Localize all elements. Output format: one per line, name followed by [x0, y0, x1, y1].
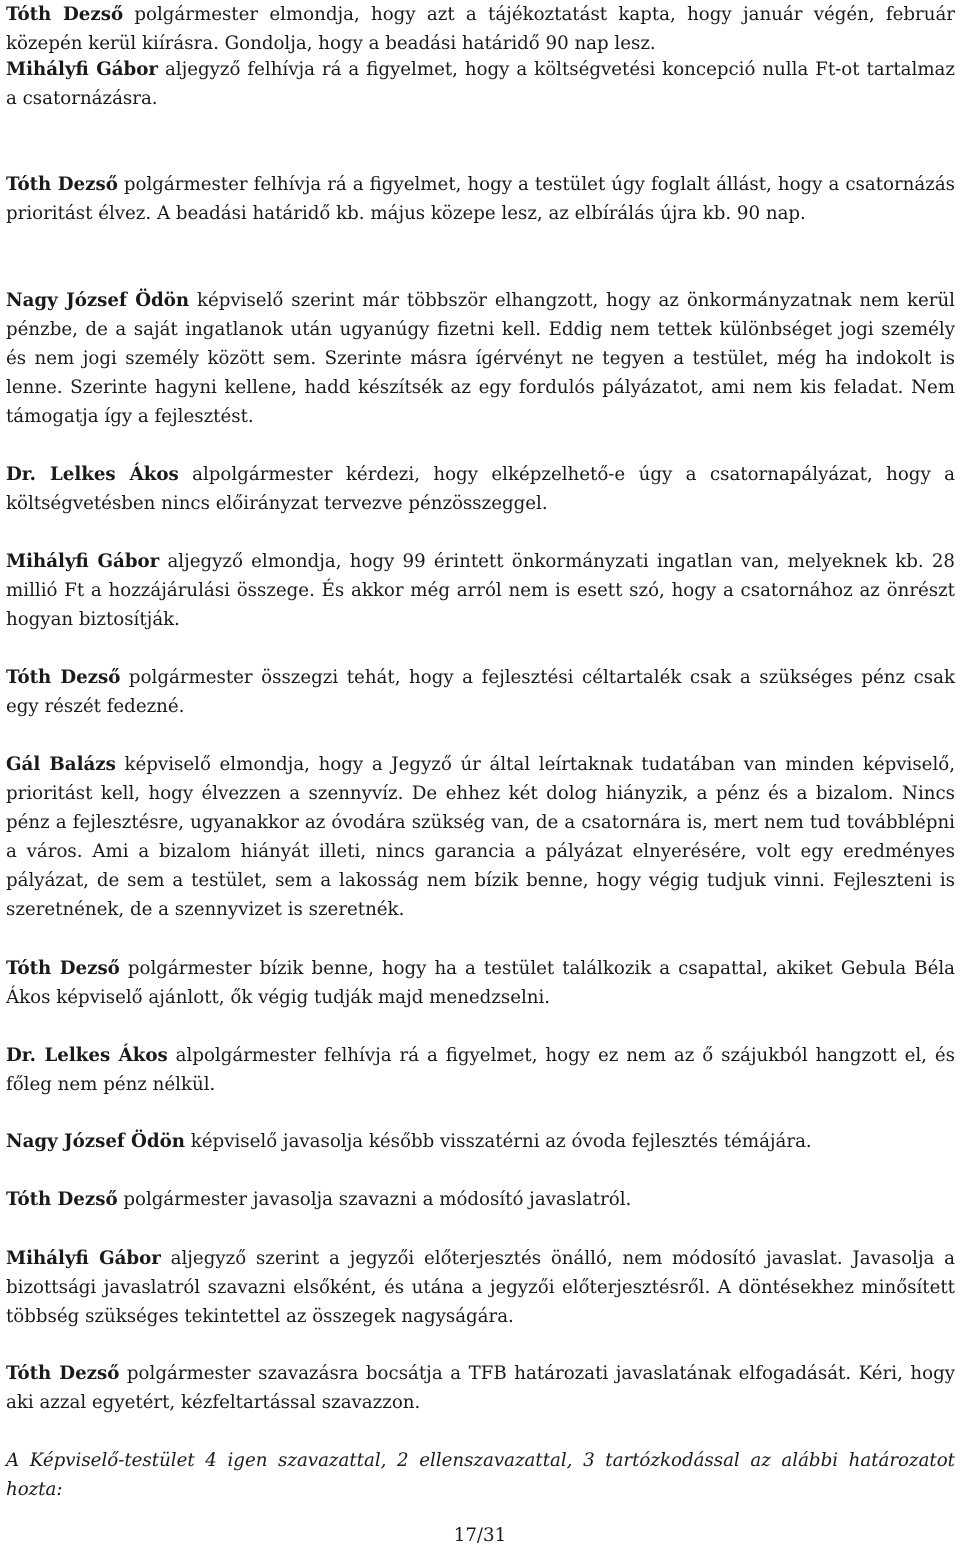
paragraph-5 — [6, 460, 955, 518]
speaker-name: Mihályfi Gábor — [6, 59, 158, 80]
speaker-name: Tóth Dezső — [6, 958, 120, 979]
paragraph-9 — [6, 954, 955, 1012]
paragraph-10 — [6, 1041, 955, 1099]
paragraph-text: polgármester szavazásra bocsátja a TFB határozati javaslatának elfogadását. Kéri, hogy aki azzal egyetért, kézfeltartással szavazzon. — [6, 1363, 955, 1413]
speaker-name: Mihályfi Gábor — [6, 551, 160, 572]
paragraph-7 — [6, 663, 955, 721]
paragraph-text: aljegyző elmondja, hogy 99 érintett önkormányzati ingatlan van, melyeknek kb. 28 millió Ft a hozzájárulási összege. És akkor még arról nem is esett szó, hogy a csatornához az önrészt hogyan biztosítják. — [6, 551, 955, 630]
paragraph-text: aljegyző szerint a jegyzői előterjesztés önálló, nem módosító javaslat. Javasolja a bizottsági javaslatról szavazni elsőként, és utána a jegyzői előterjesztésről. A döntésekhez minősített többség szükséges tekintettel az összegek nagyságára. — [6, 1248, 955, 1327]
paragraph-text: polgármester elmondja, hogy azt a tájékoztatást kapta, hogy január végén, február közepén kerül kiírásra. Gondolja, hogy a beadási határidő 90 nap lesz. — [6, 4, 955, 54]
paragraph-2 — [6, 55, 955, 113]
paragraph-text: alpolgármester felhívja rá a figyelmet, hogy ez nem az ő szájukból hangzott el, és főleg nem pénz nélkül. — [6, 1045, 955, 1095]
resolution-statement: A Képviselő-testület 4 igen szavazattal, 2 ellenszavazattal, 3 tartózkodással az alábbi határozatot hozta: — [6, 1450, 955, 1500]
paragraph-1 — [6, 0, 955, 58]
speaker-name: Tóth Dezső — [6, 174, 118, 195]
speaker-name: Tóth Dezső — [6, 4, 124, 25]
speaker-name: Dr. Lelkes Ákos — [6, 464, 179, 485]
paragraph-text: polgármester felhívja rá a figyelmet, hogy a testület úgy foglalt állást, hogy a csatornázás prioritást élvez. A beadási határidő kb. május közepe lesz, az elbírálás újra kb. 90 nap. — [6, 174, 955, 224]
paragraph-3 — [6, 170, 955, 228]
paragraph-13 — [6, 1244, 955, 1331]
speaker-name: Nagy József Ödön — [6, 290, 190, 311]
paragraph-text: képviselő javasolja később visszatérni az óvoda fejlesztés témájára. — [184, 1131, 812, 1152]
paragraph-12 — [6, 1185, 955, 1214]
paragraph-6 — [6, 547, 955, 634]
paragraph-text: polgármester bízik benne, hogy ha a testület találkozik a csapattal, akiket Gebula Béla Ákos képviselő ajánlott, ők végig tudják majd menedzselni. — [6, 958, 955, 1008]
paragraph-text: képviselő szerint már többször elhangzott, hogy az önkormányzatnak nem kerül pénzbe, de a saját ingatlanok után ugyanúgy fizetni kell. Eddig nem tettek különbséget jogi személy és nem jogi személy között sem. Szerinte másra ígérvényt ne tegyen a testület, még ha indokolt is lenne. Szerinte hagyni kellene, hadd készítsék az egy fordulós pályázatot, ami nem kis feladat. Nem támogatja így a fejlesztést. — [6, 290, 955, 427]
paragraph-8 — [6, 750, 955, 924]
speaker-name: Tóth Dezső — [6, 667, 121, 688]
paragraph-text: alpolgármester kérdezi, hogy elképzelhető-e úgy a csatornapályázat, hogy a költségvetésben nincs előirányzat tervezve pénzösszeggel. — [6, 464, 955, 514]
paragraph-text: aljegyző felhívja rá a figyelmet, hogy a költségvetési koncepció nulla Ft-ot tartalmaz a csatornázásra. — [6, 59, 955, 109]
speaker-name: Mihályfi Gábor — [6, 1248, 161, 1269]
paragraph-text: polgármester összegzi tehát, hogy a fejlesztési céltartalék csak a szükséges pénz csak egy részét fedezné. — [6, 667, 955, 717]
page-number: 17/31 — [453, 1525, 507, 1546]
paragraph-11 — [6, 1127, 955, 1156]
paragraph-text: képviselő elmondja, hogy a Jegyző úr által leírtaknak tudatában van minden képviselő, prioritást kell, hogy élvezzen a szennyvíz. De ehhez két dolog hiányzik, a pénz és a bizalom. Nincs pénz a fejlesztésre, ugyanakkor az óvodára szükség van, de a csatornára is, mert nem tud továbblépni a város. Ami a bizalom hiányát illeti, nincs garancia a pályázat elnyerésére, volt egy eredményes pályázat, de sem a testület, sem a lakosság nem bízik benne, hogy végig tudjuk vinni. Fejleszteni is szeretnének, de a szennyvizet is szeretnék. — [6, 754, 955, 920]
paragraph-14 — [6, 1359, 955, 1417]
speaker-name: Gál Balázs — [6, 754, 116, 775]
speaker-name: Tóth Dezső — [6, 1189, 118, 1210]
speaker-name: Tóth Dezső — [6, 1363, 120, 1384]
speaker-name: Dr. Lelkes Ákos — [6, 1045, 168, 1066]
paragraph-4 — [6, 286, 955, 431]
speaker-name: Nagy József Ödön — [6, 1131, 185, 1152]
paragraph-text: polgármester javasolja szavazni a módosító javaslatról. — [117, 1189, 632, 1210]
